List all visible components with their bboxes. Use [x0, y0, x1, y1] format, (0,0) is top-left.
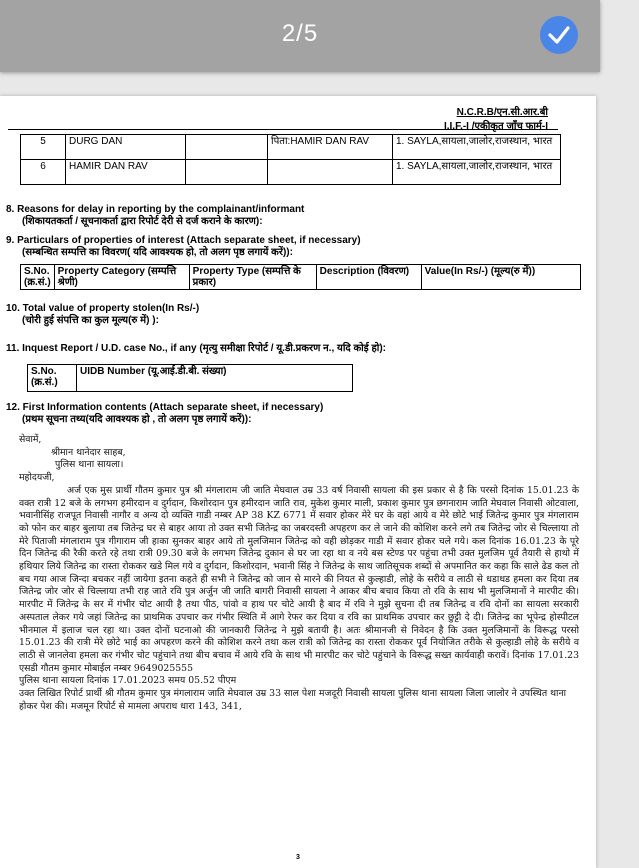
accused-table	[20, 134, 561, 185]
prop-header-category: Property Category (सम्पत्ति श्रेणी)	[54, 265, 189, 290]
prop-header-description: Description (विवरण)	[316, 265, 421, 290]
accused-father	[268, 160, 393, 185]
section-12-title: 12. First Information contents (Attach separate sheet, if necessary)	[6, 402, 324, 413]
table-row	[21, 160, 561, 185]
accused-address: 1. SAYLA,सायला,जालोर,राजस्थान, भारत	[393, 135, 561, 160]
accused-no: 5	[21, 135, 66, 160]
section-9	[6, 235, 361, 259]
viewer-toolbar	[0, 0, 600, 72]
fir-body-text: अर्ज एक मुस प्रार्थी गौतम कुमार पुत्र श्री मंगलाराम जी जाति मेघवाल उम्र 33 वर्ष निवासी सायला की इस प्रकार से है कि परसो दिनांक 15.01.23 के वक्त रात्री 12 बजे के लगभग हमीरदान व दुर्गदान, किशोरदान पुत्र हमीरदान जाति राव, मुकेश कुमार माली, प्रकाश कुमार पुत्र छगनाराम जाति मेघवाल निवासी ओटवाला, भवानीसिंह राजपूत निवासी नागौर व अन्य दो व्यक्ति गाडी नम्बर AP 38 KZ 6771 में सवार होकर मेरे घर के वहां आये व मेरे छोटे भाई जितेन्द्र कुमार पुत्र मंगलाराम को फोन कर बाहर बुलाया तब जितेन्द्र घर से बाहर आया तो उक्त सभी जितेन्द्र का जबरदस्ती अपहरण कर ले जाने की कोशिश करने लगे तब जितेन्द्र जोर से चिल्लाया तो मेरे पिताजी मंगलाराम पुत्र गीगाराम जी हाका सुनकर बाहर आये तो मुलजिमान जितेन्द्र को वही छोड़कर गाडी में सवार होकर चले गये। कल दिनांक 16.01.23 के पूरे दिन जितेन्द्र की रैकी करते रहे तथा रात्री 09.30 बजे के लगभग जितेन्द्र दुकान से घर जा रहा था व नये बस स्टेण्ड पर पहुंचा तभी उक्त मुलजिम पूर्व तैयारी से हाथो में हथियार लिये जितेन्द्र का रास्ता रोककर खडे मिल गये व दुर्गदान, किशोरदान, भवानी सिंह ने जितेन्द्र के साथ जातिसूचक शब्दों से अपमानित कर कहा कि साले ढेड कल तो बच गया आज जिन्दा बचकर नहीं जायेगा इतना कहते ही सभी ने जितेन्द्र को जान से मारने की नियत से कुल्हाडी, लोहे के सरीये व लाठी से धडाधड हमला कर दिया तब जितेन्द्र जोर जोर से चिल्लाया तभी राह जाते रवि पुत्र अर्जुन जी जाति बागरी निवासी सायला ने आकर बीच बचाव किया तो रवि के साथ भी मुलजिमानों ने मारपीट की। मारपीट में जितेन्द्र के सर में गंभीर चोट आयी है तथा पीठ, पांवो व हाथ पर चोटे आयी है बाद में रवि ने मुझे सुचना दी तब जितेन्द्र व रवि दोनों का सायला सरकारी अस्पताल लेकर गये जहां जितेन्द्र का प्राथमिक उपचार कर गंभीर स्थिति में आगे रेफर कर दिया व रवि का प्राथमिक उपचार कर छुट्टी दे दी। जितेन्द्र का भूपेन्द्र होस्पीटल भीनमाल में इलाज चल रहा था। उक्त दोनों घटनाओ की जानकारी जितेन्द्र ने मुझे बतायी है। अतः श्रीमानजी से निवेदन है कि उक्त मुलजिमानों के विरूद्ध परसो 15.01.23 की रात्री मेरे छोटे भाई का अपहरण करने की कोशिश करने तथा कल रात्री को जितेन्द्र का रास्ता रोककर पूर्व नियोजित तरीके से कुल्हाडी लोहे के सरीये व लाठी से जानलेवा हमला कर गंभीर चोट पहुंचाने तथा बीच बचाव में आये रवि के साथ भी मारपीट कर चोटे पहुंचाने के विरूद्ध सख्त कार्यवाही करावें। दिनांक 17.01.23 एसडी गौतम कुमार मोबाईल नम्बर 9649025555	[19, 484, 579, 674]
accused-name: DURG DAN	[66, 135, 186, 160]
check-icon	[547, 24, 571, 46]
table-row	[21, 265, 581, 290]
accused-father: पिता:HAMIR DAN RAV	[268, 135, 393, 160]
page-counter: 2/5	[281, 20, 319, 47]
accused-col3	[186, 135, 268, 160]
section-8	[6, 204, 304, 228]
fir-greeting: महोदयजी,	[19, 472, 55, 484]
iif-header: I.I.F.-I /एकीकृत जाँच फार्म-I	[443, 121, 548, 132]
section-11-title: 11. Inquest Report / U.D. case No., if any (मृत्यु समीक्षा रिपोर्ट / यू.डी.प्रकरण न., यदि कोई हो):	[6, 343, 387, 354]
header-rule	[8, 129, 558, 130]
table-row	[21, 135, 561, 160]
section-12	[6, 402, 323, 426]
section-11	[6, 343, 386, 355]
prop-header-sno: S.No. (क्र.सं.)	[21, 265, 55, 290]
section-9-subtitle: (सम्बन्धित सम्पत्ति का विवरण( यदि आवश्यक हो, तो अलग पृष्ठ लगायें करें)):	[22, 247, 293, 258]
ncrb-header: N.C.R.B/एन.सी.आर.बी	[456, 107, 548, 118]
accused-name: HAMIR DAN RAV	[66, 160, 186, 185]
document-page	[0, 96, 596, 868]
fir-addressee: श्रीमान थानेदार साहब,	[51, 446, 126, 458]
accused-no: 6	[21, 160, 66, 185]
uidb-header-sno: S.No. (क्र.सं.)	[28, 365, 77, 392]
fir-content	[19, 434, 579, 713]
fir-salutation: सेवामें,	[19, 434, 42, 445]
accused-col3	[186, 160, 268, 185]
fir-police-entry: पुलिस थाना सायला दिनांक 17.01.2023 समय 05.52 पीएम	[19, 675, 237, 687]
section-12-subtitle: (प्रथम सूचना तथ्य(यदि आवश्यक हो , तो अलग पृष्ठ लगायें करें)):	[22, 414, 252, 425]
section-8-subtitle: (शिकायतकर्ता / सूचनाकर्ता द्वारा रिपोर्ट देरी से दर्ज कराने के कारण):	[22, 216, 263, 227]
accused-address: 1. SAYLA,सायला,जालोर,राजस्थान, भारत	[393, 160, 561, 185]
section-9-title: 9. Particulars of properties of interest (Attach separate sheet, if necessary)	[6, 235, 361, 246]
confirm-button[interactable]	[540, 16, 578, 54]
section-10-subtitle: (चोरी हुई संपत्ति का कुल मूल्य(रु में) ):	[22, 315, 159, 326]
section-10-title: 10. Total value of property stolen(In Rs/-)	[6, 303, 200, 314]
fir-police-note: उक्त लिखित रिपोर्ट प्रार्थी श्री गौतम कुमार पुत्र मंगलाराम जाति मेघवाल उम्र 33 साल पेशा मजदूरी निवासी सायला पुलिस थाना सायला जिला जालोर ने उपस्थित थाना होकर पेश की। मजमून रिपोर्ट से मामला अपराध धारा 143, 341,	[19, 688, 567, 712]
section-10	[6, 303, 199, 327]
uidb-table	[27, 364, 353, 392]
uidb-header-number: UIDB Number (यू.आई.डी.बी. संख्या)	[77, 365, 353, 392]
fir-police-station: पुलिस थाना सायला।	[55, 459, 124, 471]
property-table	[20, 264, 581, 290]
prop-header-value: Value(In Rs/-) (मूल्य(रु में))	[421, 265, 580, 290]
page-number: 3	[296, 854, 300, 861]
prop-header-type: Property Type (सम्पत्ति के प्रकार)	[189, 265, 316, 290]
table-row	[28, 365, 353, 392]
section-8-title: 8. Reasons for delay in reporting by the complainant/informant	[6, 204, 305, 215]
